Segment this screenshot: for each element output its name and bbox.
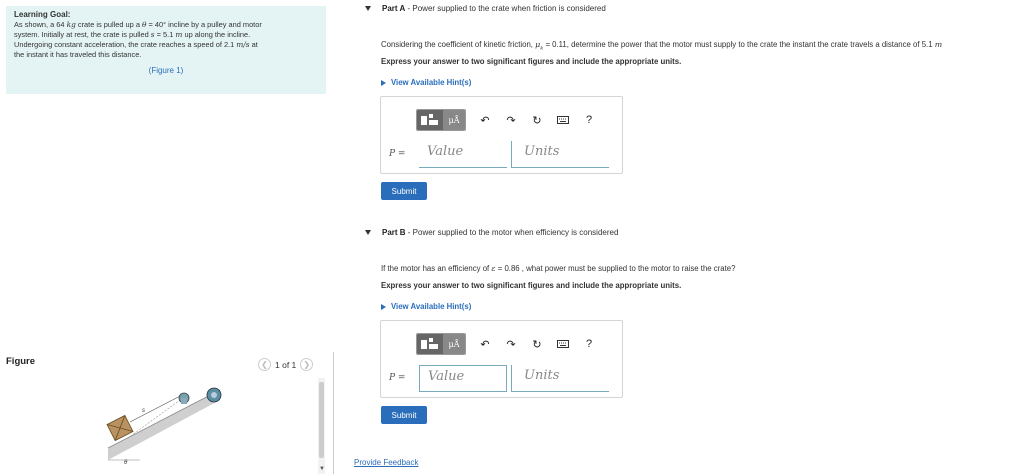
goal-line-2: system. Initially at rest, the crate is pulled s = 5.1 m up along the incline. — [14, 30, 251, 39]
expand-triangle-icon — [381, 80, 386, 86]
figure-label-s: s — [142, 408, 145, 414]
help-icon[interactable]: ? — [585, 114, 593, 126]
units-symbol-button[interactable]: μÅ — [443, 334, 465, 354]
template-button-group — [416, 109, 466, 131]
part-b-hint[interactable]: View Available Hint(s) — [381, 302, 471, 311]
learning-goal-title: Learning Goal: — [14, 10, 71, 19]
figure-link[interactable]: (Figure 1) — [148, 66, 184, 75]
chevron-left-icon[interactable]: ❮ — [258, 358, 271, 371]
part-a-question: Considering the coefficient of kinetic friction, $\mu_k = 0.11$, determine the power that the motor must supply to the crate the instant the crate travels a distance of 5.1 m — [381, 40, 943, 52]
part-a-hint[interactable]: View Available Hint(s) — [381, 78, 471, 87]
part-b-header[interactable]: Part B - Power supplied to the motor when efficiency is considered — [365, 228, 618, 237]
pager-text: 1 of 1 — [275, 359, 297, 370]
undo-icon[interactable]: ↶ — [480, 114, 490, 127]
units-input[interactable]: Units — [511, 365, 609, 392]
math-toolbar — [416, 109, 602, 131]
reset-icon[interactable]: ↻ — [532, 338, 542, 351]
templates-icon[interactable] — [417, 334, 443, 354]
goal-line-4: the instant it has traveled this distance. — [14, 50, 142, 59]
part-a-instruction: Express your answer to two significant figures and include the appropriate units. — [381, 57, 682, 66]
provide-feedback-link[interactable]: Provide Feedback — [354, 458, 419, 467]
column-divider — [333, 352, 334, 474]
scroll-down-icon[interactable]: ▼ — [319, 466, 325, 472]
incline-diagram — [80, 378, 240, 470]
var-label: P = — [389, 149, 406, 159]
templates-icon[interactable] — [417, 110, 443, 130]
undo-icon[interactable]: ↶ — [480, 338, 490, 351]
figure-pager — [258, 358, 313, 371]
figure-label-theta: θ — [124, 460, 128, 466]
units-input[interactable]: Units — [511, 141, 609, 168]
keyboard-icon[interactable] — [550, 110, 576, 130]
learning-goal-panel — [6, 6, 326, 94]
redo-icon[interactable]: ↷ — [506, 114, 516, 127]
scrollbar-thumb[interactable] — [319, 382, 324, 458]
figure-header: Figure — [6, 356, 36, 367]
part-a-header[interactable]: Part A - Power supplied to the crate when friction is considered — [365, 4, 606, 13]
math-toolbar — [416, 333, 602, 355]
part-b-answer-box — [380, 320, 623, 398]
units-symbol-button[interactable]: μÅ — [443, 110, 465, 130]
incline-figure — [80, 378, 240, 470]
figure-scrollbar[interactable] — [318, 378, 325, 474]
collapse-triangle-icon[interactable] — [365, 6, 371, 11]
template-button-group — [416, 333, 466, 355]
chevron-right-icon[interactable]: ❯ — [300, 358, 313, 371]
submit-button[interactable]: Submit — [381, 406, 427, 424]
reset-icon[interactable]: ↻ — [532, 114, 542, 127]
value-input[interactable]: Value — [419, 365, 507, 392]
part-a-answer-box — [380, 96, 623, 174]
goal-line-3: Undergoing constant acceleration, the crate reaches a speed of 2.1 m/s at — [14, 40, 258, 49]
keyboard-icon[interactable] — [550, 334, 576, 354]
value-input[interactable]: Value — [419, 141, 507, 168]
expand-triangle-icon — [381, 304, 386, 310]
help-icon[interactable]: ? — [585, 338, 593, 350]
var-label: P = — [389, 373, 406, 383]
goal-line-1: As shown, a 64 kg crate is pulled up a θ = 40° incline by a pulley and motor — [14, 20, 262, 29]
submit-button[interactable]: Submit — [381, 182, 427, 200]
redo-icon[interactable]: ↷ — [506, 338, 516, 351]
part-b-question: If the motor has an efficiency of ε = 0.86 , what power must be supplied to the motor to raise the crate? — [381, 264, 736, 273]
collapse-triangle-icon[interactable] — [365, 230, 371, 235]
part-b-instruction: Express your answer to two significant figures and include the appropriate units. — [381, 281, 682, 290]
